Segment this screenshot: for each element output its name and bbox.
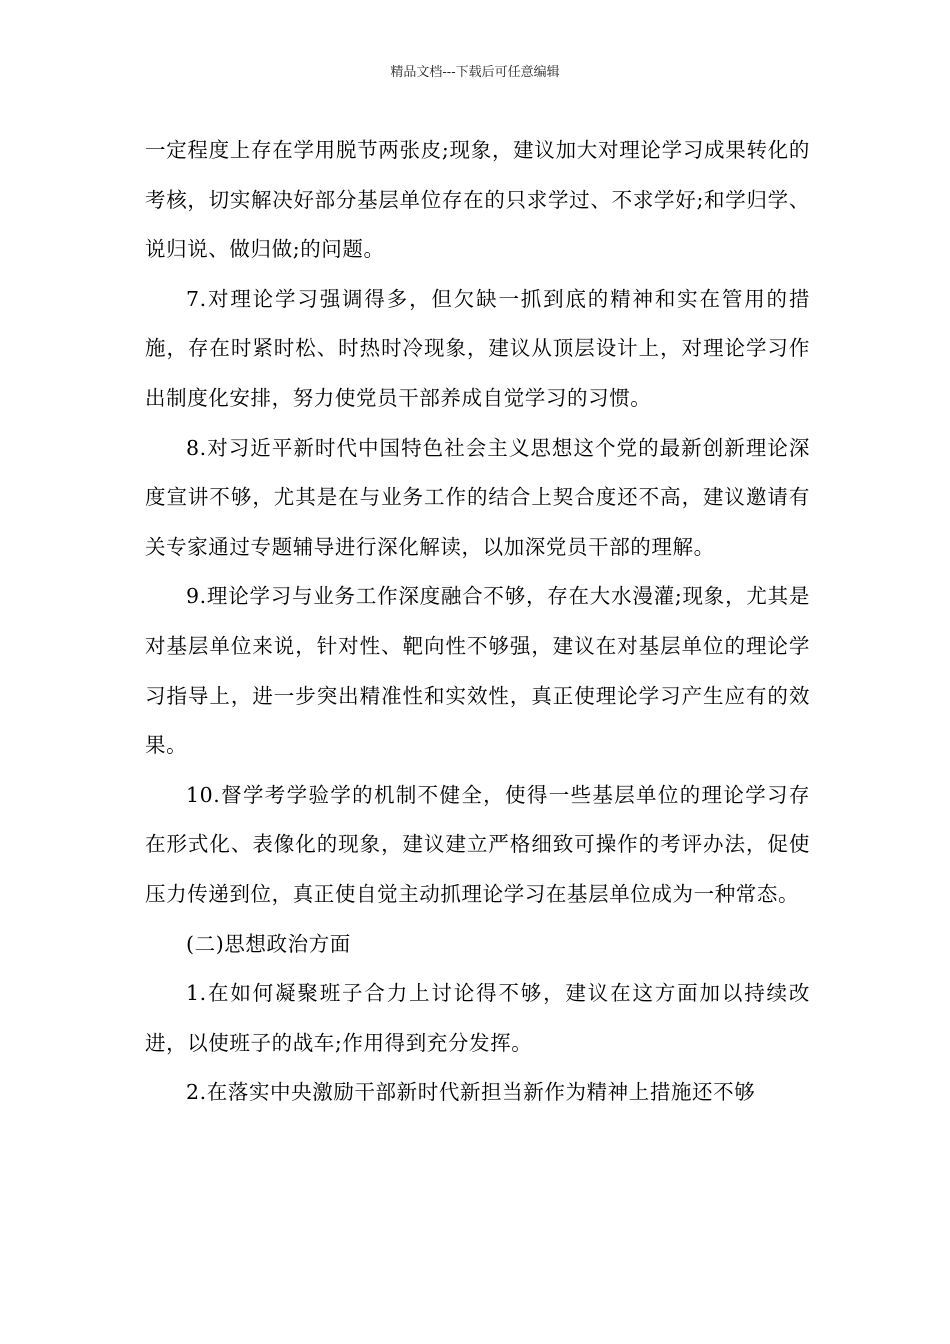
- paragraph-item-2: 2.在落实中央激励干部新时代新担当新作为精神上措施还不够: [186, 1080, 756, 1105]
- section-heading-ideological-political: (二)思想政治方面: [186, 931, 351, 956]
- paragraph-item-7: 7.对理论学习强调得多，但欠缺一抓到底的精神和实在管用的措施，存在时紧时松、时热时冷现象，建议从顶层设计上，对理论学习作出制度化安排，努力使党员干部养成自觉学习的习惯。: [145, 286, 810, 410]
- paragraph-item-8: 8.对习近平新时代中国特色社会主义思想这个党的最新创新理论深度宣讲不够，尤其是在与业务工作的结合上契合度还不高，建议邀请有关专家通过专题辅导进行深化解读，以加深党员干部的理解。: [145, 435, 810, 559]
- paragraph-continuation: 一定程度上存在学用脱节两张皮;现象，建议加大对理论学习成果转化的考核，切实解决好部分基层单位存在的只求学过、不求学好;和学归学、说归说、做归做;的问题。: [145, 138, 810, 262]
- document-body: [145, 126, 810, 1118]
- paragraph-item-10: 10.督学考学验学的机制不健全，使得一些基层单位的理论学习存在形式化、表像化的现象，建议建立严格细致可操作的考评办法，促使压力传递到位，真正使自觉主动抓理论学习在基层单位成为一种常态。: [145, 782, 810, 906]
- paragraph-item-1: 1.在如何凝聚班子合力上讨论得不够，建议在这方面加以持续改进，以使班子的战车;作用得到充分发挥。: [145, 981, 810, 1055]
- paragraph-item-9: 9.理论学习与业务工作深度融合不够，存在大水漫灌;现象，尤其是对基层单位来说，针对性、靶向性不够强，建议在对基层单位的理论学习指导上，进一步突出精准性和实效性，真正使理论学习产生应有的效果。: [145, 584, 810, 758]
- page-header: 精品文档---下载后可任意编辑: [390, 65, 560, 80]
